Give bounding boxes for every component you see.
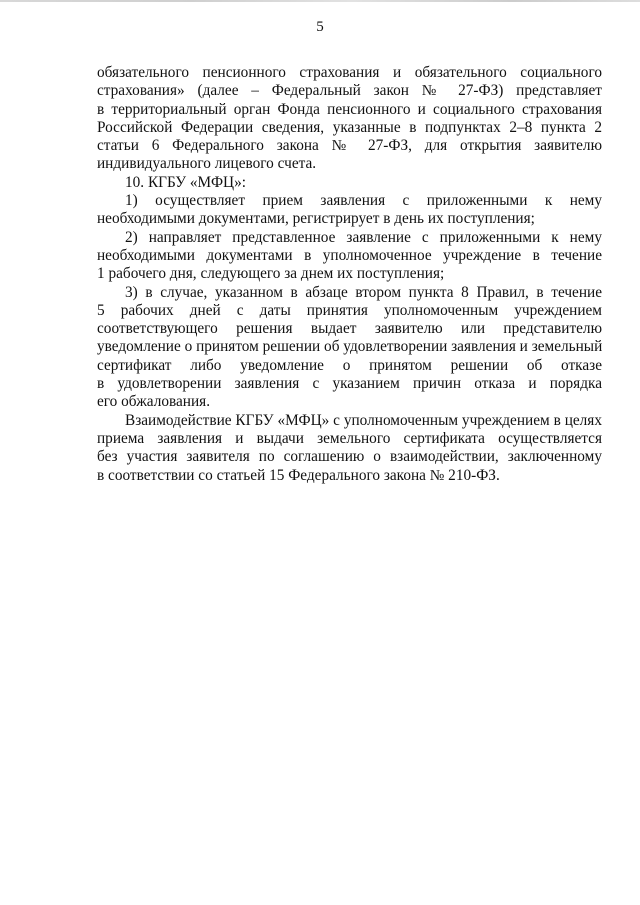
paragraph-subitem-2 (97, 229, 602, 284)
scan-edge (0, 0, 640, 2)
text-line: индивидуального лицевого счета. (97, 155, 317, 173)
paragraph-continuation (97, 64, 602, 174)
text-line: 1 рабочего дня, следующего за днем их поступления; (97, 265, 445, 283)
page-number: 5 (316, 19, 324, 35)
text-line: без участия заявителя по соглашению о взаимодействии, заключенному (97, 448, 602, 466)
paragraph-item-10-heading (97, 174, 602, 192)
text-line: Российской Федерации сведения, указанные в подпунктах 2–8 пункта 2 (97, 118, 602, 136)
text-line: его обжалования. (97, 393, 211, 411)
text-line: уведомление о принятом решении об удовлетворении заявления и земельный (97, 338, 603, 356)
text-line: приема заявления и выдачи земельного сертификата осуществляется (97, 429, 602, 447)
text-line: 10. КГБУ «МФЦ»: (125, 173, 246, 191)
document-body (97, 64, 602, 485)
paragraph-interaction (97, 412, 602, 485)
text-line: 5 рабочих дней с даты принятия уполномоченным учреждением (97, 301, 602, 319)
text-line: обязательного пенсионного страхования и обязательного социального (97, 64, 602, 81)
text-line: соответствующего решения выдает заявителю или представителю (97, 320, 602, 338)
text-line: в территориальный орган Фонда пенсионного и социального страхования (97, 100, 602, 118)
text-line: Взаимодействие КГБУ «МФЦ» с уполномоченным учреждением в целях (125, 411, 602, 429)
text-line: в соответствии со статьей 15 Федерального закона № 210-ФЗ. (97, 466, 500, 484)
text-line: 1) осуществляет прием заявления с приложенными к нему (125, 192, 602, 210)
text-line: 2) направляет представленное заявление с приложенными к нему (125, 228, 602, 246)
text-line: сертификат либо уведомление о принятом решении об отказе (97, 356, 602, 374)
text-line: страхования» (далее – Федеральный закон № 27-ФЗ) представляет (97, 82, 602, 100)
text-line: статьи 6 Федерального закона № 27-ФЗ, для открытия заявителю (97, 137, 602, 155)
text-line: в удовлетворении заявления с указанием причин отказа и порядка (97, 375, 602, 393)
text-line: необходимыми документами, регистрирует в день их поступления; (97, 210, 535, 228)
paragraph-subitem-1 (97, 192, 602, 229)
paragraph-subitem-3 (97, 284, 602, 412)
text-line: необходимыми документами в уполномоченное учреждение в течение (97, 246, 602, 264)
text-line: 3) в случае, указанном в абзаце втором пункта 8 Правил, в течение (125, 283, 602, 301)
